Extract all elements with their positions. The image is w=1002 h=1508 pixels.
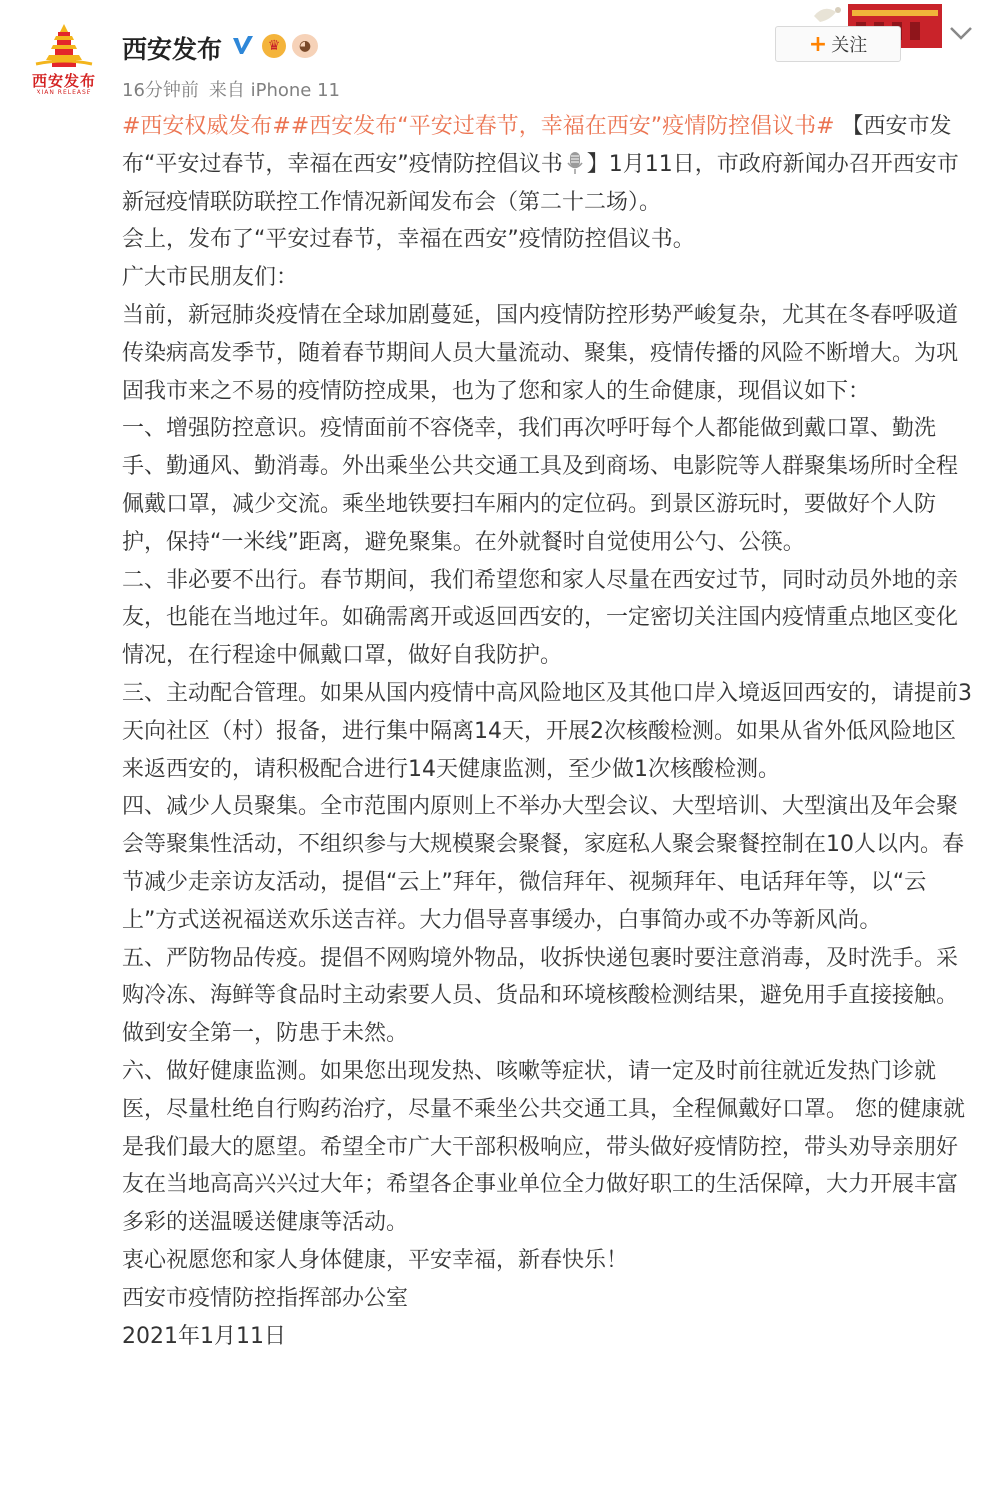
post-header: [0, 0, 1002, 108]
avatar-logo-subtext: XIAN RELEASE: [36, 89, 92, 96]
follow-button[interactable]: [775, 26, 901, 62]
ox-badge-icon[interactable]: ◕: [292, 34, 318, 58]
topic-link-2[interactable]: #西安发布“平安过春节，幸福在西安”疫情防控倡议书#: [290, 114, 835, 139]
username[interactable]: 西安发布: [122, 35, 223, 64]
post-paragraph: 二、非必要不出行。春节期间，我们希望您和家人尽量在西安过节，同时动员外地的亲友，也能在当地过年。如确需离开或返回西安的，一定密切关注国内疫情重点地区变化情况，在行程途中佩戴口罩，做好自我防护。: [122, 567, 959, 669]
post-source: 来自 iPhone 11: [208, 80, 341, 101]
post-paragraph: 会上，发布了“平安过春节，幸福在西安”疫情防控倡议书。: [122, 227, 695, 253]
post-paragraph: 广大市民朋友们：: [122, 265, 299, 291]
crown-badge-icon[interactable]: ♛: [262, 34, 286, 58]
post-paragraph: 衷心祝愿您和家人身体健康，平安幸福，新春快乐！: [122, 1247, 629, 1273]
post-paragraph: 三、主动配合管理。如果从国内疫情中高风险地区及其他口岸入境返回西安的，请提前3天向社区（村）报备，进行集中隔离14天，开展2次核酸检测。如果从省外低风险地区来返西安的，请积极配合进行14天健康监测，至少做1次核酸检测。: [122, 680, 972, 782]
post-paragraph: 四、减少人员聚集。全市范围内原则上不举办大型会议、大型培训、大型演出及年会聚会等聚集性活动，不组织参与大规模聚会聚餐，家庭私人聚会聚餐控制在10人以内。春节减少走亲访友活动，提倡“云上”拜年，微信拜年、视频拜年、电话拜年等，以“云上”方式送祝福送欢乐送吉祥。大力倡导喜事缓办，白事简办或不办等新风尚。: [122, 794, 964, 933]
intro-text-b: 】1月11日，市政府新闻办召开西安市新冠疫情联防联控工作情况新闻发布会（第二十二场）。: [122, 151, 959, 215]
post-paragraph: 一、增强防控意识。疫情面前不容侥幸，我们再次呼吁每个人都能做到戴口罩、勤洗手、勤通风、勤消毒。外出乘坐公共交通工具及到商场、电影院等人群聚集场所时全程佩戴口罩，减少交流。乘坐地铁要扫车厢内的定位码。到景区游玩时，要做好个人防护，保持“一米线”距离，避免聚集。在外就餐时自觉使用公勺、公筷。: [122, 416, 959, 555]
chevron-down-icon[interactable]: [948, 22, 974, 44]
post-intro: [122, 108, 972, 221]
microphone-icon: [565, 151, 585, 175]
plus-icon: +: [808, 31, 828, 57]
post-signature: 西安市疫情防控指挥部办公室: [122, 1285, 409, 1311]
post-time[interactable]: 16分钟前: [122, 80, 199, 101]
intro-text-a: 【西安市发布“平安过春节，幸福在西安”疫情防控倡议书: [122, 114, 952, 177]
follow-label: 关注: [831, 35, 868, 56]
post-date: 2021年1月11日: [122, 1323, 286, 1349]
topic-link-1[interactable]: #西安权威发布#: [122, 114, 291, 139]
post-paragraph: 当前，新冠肺炎疫情在全球加剧蔓延，国内疫情防控形势严峻复杂，尤其在冬春呼吸道传染病高发季节，随着春节期间人员大量流动、聚集，疫情传播的风险不断增大。为巩固我市来之不易的疫情防控成果，也为了您和家人的生命健康，现倡议如下：: [122, 302, 959, 404]
avatar-logo-text: 西安发布: [31, 72, 96, 90]
post-paragraph: 六、做好健康监测。如果您出现发热、咳嗽等症状，请一定及时前往就近发热门诊就医，尽量杜绝自行购药治疗，尽量不乘坐公共交通工具，全程佩戴好口罩。 您的健康就是我们最大的愿望。希望全市广大干部积极响应，带头做好疫情防控，带头劝导亲朋好友在当地高高兴兴过大年；希望各企事业单位全力做好职工的生活保障，大力开展丰富多彩的送温暖送健康等活动。: [122, 1058, 965, 1236]
post-content: [122, 108, 972, 1355]
verified-v-icon[interactable]: [230, 33, 256, 59]
post-meta: [122, 76, 350, 102]
post-paragraph: 五、严防物品传疫。提倡不网购境外物品，收拆快递包裹时要注意消毒，及时洗手。采购冷冻、海鲜等食品时主动索要人员、货品和环境核酸检测结果，避免用手直接接触。做到安全第一，防患于未然。: [122, 945, 959, 1047]
user-badges: [230, 31, 318, 61]
avatar[interactable]: [22, 18, 106, 102]
